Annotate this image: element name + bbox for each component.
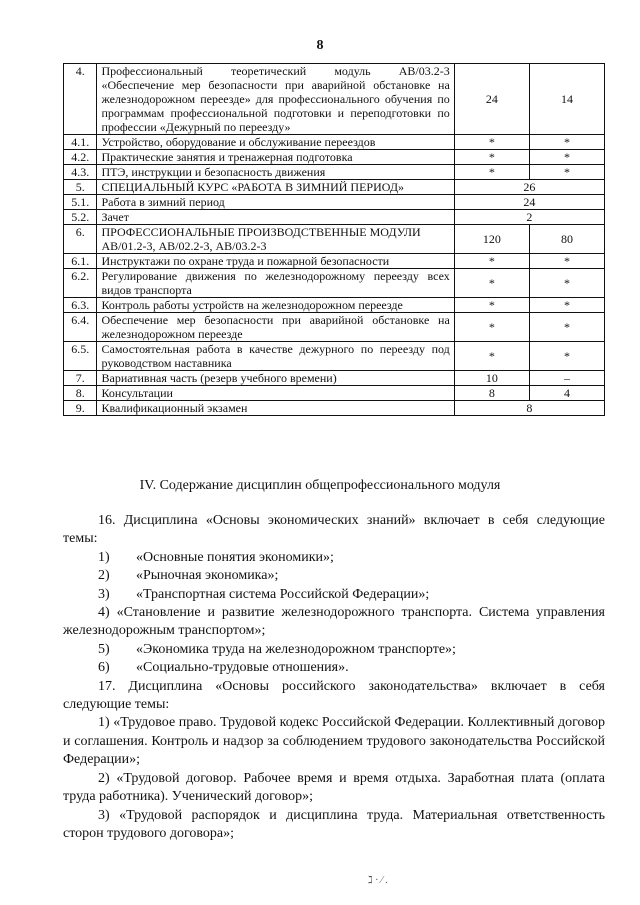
table-row (64, 386, 605, 401)
table-cell: 8. (64, 386, 97, 401)
section-heading: IV. Содержание дисциплин общепрофессионального модуля (139, 478, 501, 493)
table-cell: 80 (529, 225, 604, 254)
table-row (64, 225, 605, 254)
table-cell: * (529, 342, 604, 371)
table-row (64, 313, 605, 342)
table-row (64, 371, 605, 386)
table-cell: 24 (454, 64, 529, 135)
table-cell: 24 (454, 195, 604, 210)
paragraph: 16. Дисциплина «Основы экономических знаний» включает в себя следующие темы: (63, 513, 605, 547)
table-row (64, 195, 605, 210)
paragraph: 4) «Становление и развитие железнодорожного транспорта. Система управления железнодорожным транспортом»; (63, 605, 605, 639)
table-cell: 4.3. (64, 165, 97, 180)
footer-mark: ℷ · ⁄ . (368, 875, 388, 886)
list-text: «Экономика труда на железнодорожном транспорте»; (136, 641, 456, 657)
table-cell: * (454, 254, 529, 269)
table-cell: 8 (454, 386, 529, 401)
list-number: 1) (98, 549, 110, 565)
table-cell: * (454, 342, 529, 371)
table-cell: * (529, 313, 604, 342)
table-cell: 4 (529, 386, 604, 401)
table-cell: 6.3. (64, 298, 97, 313)
table-cell: – (529, 371, 604, 386)
table-row (64, 150, 605, 165)
table-cell: 4.1. (64, 135, 97, 150)
paragraph: 1) «Трудовое право. Трудовой кодекс Российской Федерации. Коллективный договор и соглашения. Контроль и надзор за соблюдением трудового законодательства Российской Федерации»; (63, 715, 605, 768)
paragraph: 17. Дисциплина «Основы российского законодательства» включает в себя следующие темы: (63, 678, 605, 713)
table-cell: Работа в зимний период (97, 195, 454, 210)
table-cell: 9. (64, 401, 97, 416)
table-cell: * (454, 298, 529, 313)
module-title: ПРОФЕССИОНАЛЬНЫЕ ПРОИЗВОДСТВЕННЫЕ МОДУЛИ (101, 225, 421, 239)
table-cell: 5. (64, 180, 97, 195)
list-number: 2) (98, 568, 110, 584)
table-cell: * (529, 150, 604, 165)
paragraph: 2) «Трудовой договор. Рабочее время и время отдыха. Заработная плата (оплата труда работника). Ученический договор»; (63, 770, 605, 805)
table-cell: * (529, 298, 604, 313)
table-cell: Инструктажи по охране труда и пожарной безопасности (97, 254, 454, 269)
table-row (64, 135, 605, 150)
table-row (64, 298, 605, 313)
table-cell: 2 (454, 210, 604, 225)
page-number: 8 (316, 38, 324, 53)
table-cell: Регулирование движения по железнодорожному переезду всех видов транспорта (97, 269, 454, 298)
table-cell: 10 (454, 371, 529, 386)
list-text: «Транспортная система Российской Федерации»; (136, 586, 430, 602)
list-number: 3) (98, 586, 110, 602)
curriculum-table (63, 63, 605, 416)
table-row (64, 64, 605, 135)
paragraph (63, 567, 605, 585)
module-codes: АВ/01.2-3, АВ/02.2-3, АВ/03.2-3 (101, 239, 267, 253)
table-cell: 26 (454, 180, 604, 195)
paragraph (63, 641, 605, 659)
list-text: «Социально-трудовые отношения». (136, 660, 349, 676)
table-cell: 120 (454, 225, 529, 254)
table-cell: 6.4. (64, 313, 97, 342)
table-cell: 7. (64, 371, 97, 386)
table-cell: 4.2. (64, 150, 97, 165)
table-cell: * (454, 165, 529, 180)
table-cell: 14 (529, 64, 604, 135)
list-text: «Основные понятия экономики»; (136, 549, 334, 565)
table-cell: * (454, 269, 529, 298)
table-cell: * (529, 254, 604, 269)
table-row (64, 269, 605, 298)
table-row (64, 180, 605, 195)
body-text (63, 512, 605, 843)
table-cell: * (454, 313, 529, 342)
table-cell: Вариативная часть (резерв учебного времени) (97, 371, 454, 386)
table-cell: СПЕЦИАЛЬНЫЙ КУРС «РАБОТА В ЗИМНИЙ ПЕРИОД» (97, 180, 454, 195)
table-cell: * (529, 269, 604, 298)
table-cell: 4. (64, 64, 97, 135)
table-row (64, 401, 605, 416)
table-cell: Практические занятия и тренажерная подготовка (97, 150, 454, 165)
table-cell: Зачет (97, 210, 454, 225)
table-cell: 6.2. (64, 269, 97, 298)
table-row (64, 165, 605, 180)
table-cell: Квалификационный экзамен (97, 401, 454, 416)
paragraph: 3) «Трудовой распорядок и дисциплина труда. Материальная ответственность сторон трудового договора»; (63, 807, 605, 841)
list-text: «Рыночная экономика»; (136, 568, 279, 584)
table-cell: * (529, 165, 604, 180)
table-row (64, 254, 605, 269)
table-cell: Самостоятельная работа в качестве дежурного по переезду под руководством наставника (97, 342, 454, 371)
table-cell: * (454, 135, 529, 150)
table-cell: Обеспечение мер безопасности при аварийной обстановке на железнодорожном переезде (97, 313, 454, 342)
table-cell: 5.1. (64, 195, 97, 210)
table-row (64, 342, 605, 371)
paragraph (63, 586, 605, 604)
table-cell: Контроль работы устройств на железнодорожном переезде (97, 298, 454, 313)
table-cell: 8 (454, 401, 604, 416)
table-cell: Устройство, оборудование и обслуживание переездов (97, 135, 454, 150)
list-number: 6) (98, 660, 110, 676)
table-cell: 5.2. (64, 210, 97, 225)
table-cell: Профессиональный теоретический модуль АВ/03.2-3 «Обеспечение мер безопасности при аварийной обстановке на железнодорожном переезде» для профессионального обучения по программам профессиональной подготовки и переподготовки по профессии «Дежурный по переезду» (97, 64, 454, 135)
table-cell: 6.1. (64, 254, 97, 269)
table-row (64, 210, 605, 225)
table-cell: Консультации (97, 386, 454, 401)
table-cell: * (454, 150, 529, 165)
paragraph (63, 549, 605, 567)
paragraph (63, 659, 605, 677)
table-cell: ПТЭ, инструкции и безопасность движения (97, 165, 454, 180)
table-cell: * (529, 135, 604, 150)
table-cell: 6.5. (64, 342, 97, 371)
table-cell (97, 225, 454, 254)
list-number: 5) (98, 641, 110, 657)
table-cell: 6. (64, 225, 97, 254)
